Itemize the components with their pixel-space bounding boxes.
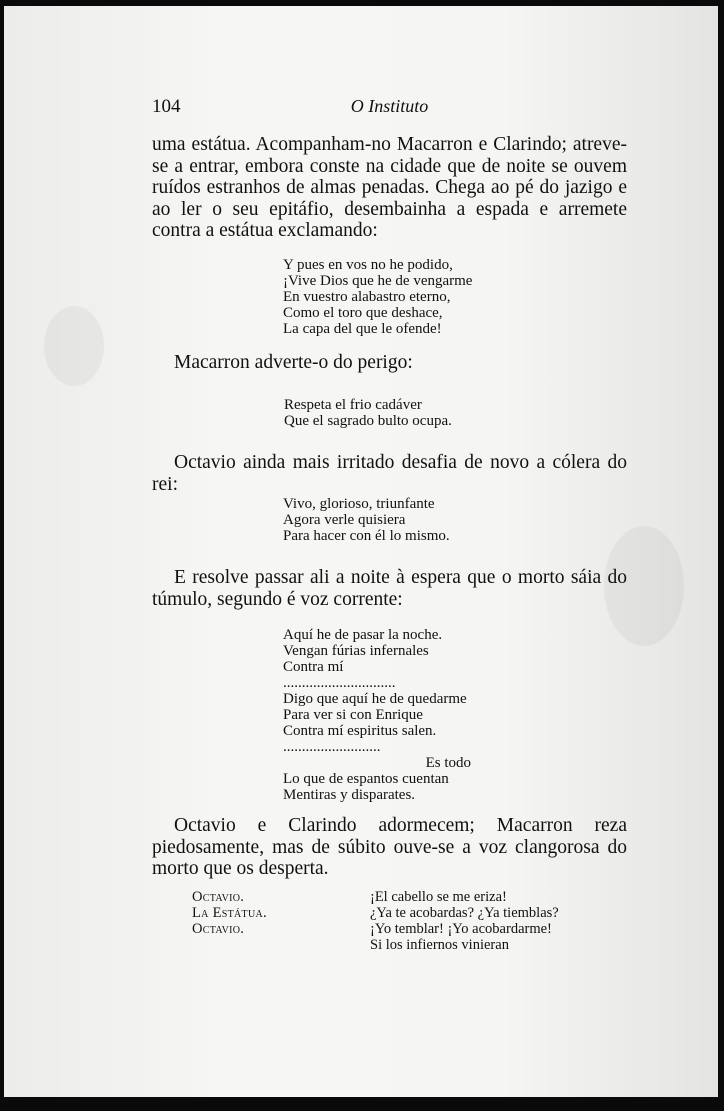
verse-line: Vengan fúrias infernales [283, 643, 429, 659]
paragraph-2: Macarron adverte-o do perigo: [174, 352, 413, 373]
paragraph-1: uma estátua. Acompanham-no Macarron e Clarindo; atreve-se a entrar, embora conste na cidade que de noite se ouvem ruídos estranhos de almas penadas. Chega ao pé do jazigo e ao ler o seu epitáfio, desembainha a espada e arremete contra a estátua exclamando: [152, 134, 627, 241]
verse-line: Como el toro que deshace, [283, 305, 443, 321]
verse-block-4 [283, 627, 488, 803]
dialogue-row [192, 905, 612, 921]
paragraph-4: E resolve passar ali a noite à espera que o morto sáia do túmulo, segundo é voz corrente: [152, 567, 627, 610]
verse-line: Aquí he de pasar la noche. [283, 627, 443, 643]
ellipsis-line: .............................. [283, 675, 396, 691]
speaker-name: La Estátua. [192, 905, 267, 921]
verse-line: ¡Vive Dios que he de vengarme [283, 273, 473, 289]
verse-line: Es todo [425, 755, 471, 771]
verse-line: Para hacer con él lo mismo. [283, 528, 450, 544]
dialogue-row [192, 937, 612, 953]
speaker-name: Octavio. [192, 889, 245, 905]
dialogue-row [192, 921, 612, 937]
verse-line: Y pues en vos no he podido, [283, 257, 453, 273]
verse-line: Respeta el frio cadáver [284, 397, 422, 413]
paper-stain [44, 306, 104, 386]
verse-line: Contra mí espiritus salen. [283, 723, 437, 739]
verse-line: Agora verle quisiera [283, 512, 406, 528]
verse-line: Mentiras y disparates. [283, 787, 416, 803]
verse-line: Para ver si con Enrique [283, 707, 423, 723]
dialogue-line: ¡El cabello se me eriza! [370, 889, 507, 905]
verse-block-1 [283, 257, 472, 337]
verse-line: Vivo, glorioso, triunfante [283, 496, 435, 512]
dialogue-line: ¿Ya te acobardas? ¿Ya tiemblas? [370, 905, 559, 921]
dialogue-line: Si los infiernos vinieran [370, 937, 509, 953]
dialogue-block [192, 889, 612, 953]
verse-line: Que el sagrado bulto ocupa. [284, 413, 452, 429]
verse-line: Lo que de espantos cuentan [283, 771, 449, 787]
verse-block-2 [284, 397, 452, 429]
page-number: 104 [152, 96, 181, 117]
dialogue-line: ¡Yo temblar! ¡Yo acobardarme! [370, 921, 552, 937]
dialogue-row [192, 889, 612, 905]
verse-line: Digo que aquí he de quedarme [283, 691, 467, 707]
speaker-name: Octavio. [192, 921, 245, 937]
speaker-name [192, 937, 370, 953]
verse-line: En vuestro alabastro eterno, [283, 289, 451, 305]
verse-block-3 [283, 496, 450, 544]
verse-line: Contra mí [283, 659, 344, 675]
verse-line: La capa del que le ofende! [283, 321, 442, 337]
running-title: O Instituto [350, 96, 429, 116]
ellipsis-line: .......................... [283, 739, 381, 755]
page-header [152, 96, 627, 122]
paragraph-5: Octavio e Clarindo adormecem; Macarron reza piedosamente, mas de súbito ouve-se a voz clangorosa do morto que os desperta. [152, 815, 627, 879]
paragraph-3: Octavio ainda mais irritado desafia de novo a cólera do rei: [152, 452, 627, 495]
